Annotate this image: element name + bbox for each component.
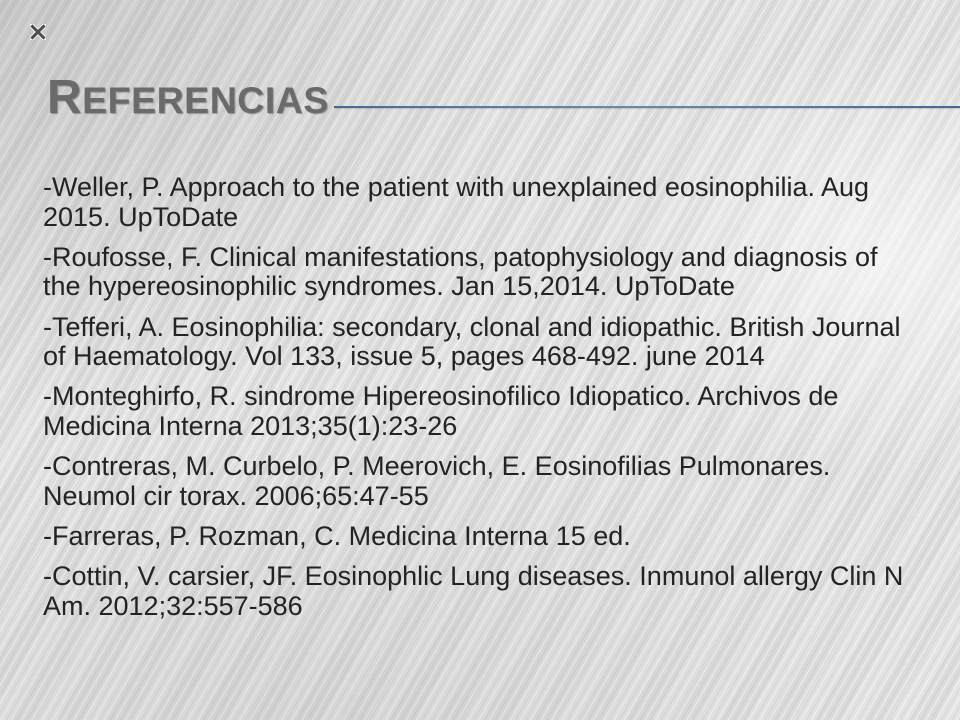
reference-line: the hypereosinophilic syndromes. Jan 15,2014. UpToDate: [43, 271, 735, 302]
reference-list: [43, 173, 903, 621]
reference-item: [43, 562, 903, 621]
reference-line: Medicina Interna 2013;35(1):23-26: [43, 410, 458, 441]
reference-line: -Roufosse, F. Clinical manifestations, patophysiology and diagnosis of: [43, 241, 878, 272]
reference-line: -Tefferi, A. Eosinophilia: secondary, clonal and idiopathic. British Journal: [43, 311, 901, 342]
reference-line: of Haematology. Vol 133, issue 5, pages 468-492. june 2014: [43, 341, 765, 372]
reference-line: -Contreras, M. Curbelo, P. Meerovich, E. Eosinofilias Pulmonares.: [43, 451, 831, 482]
reference-line: Neumol cir torax. 2006;65:47-55: [43, 480, 429, 511]
reference-item: [43, 522, 903, 552]
reference-line: -Weller, P. Approach to the patient with unexplained eosinophilia. Aug: [43, 172, 870, 202]
reference-item: [43, 173, 903, 232]
reference-line: 2015. UpToDate: [43, 201, 239, 232]
title-underline: [334, 106, 960, 108]
slide-title: REFERENCIAS: [47, 71, 329, 124]
reference-line: Am. 2012;32:557-586: [43, 590, 303, 621]
reference-line: -Monteghirfo, R. sindrome Hipereosinofilico Idiopatico. Archivos de: [43, 381, 839, 412]
reference-item: [43, 452, 903, 511]
reference-line: -Cottin, V. carsier, JF. Eosinophlic Lung diseases. Inmunol allergy Clin N: [43, 561, 904, 592]
reference-line: -Farreras, P. Rozman, C. Medicina Interna 15 ed.: [43, 520, 631, 551]
x-mark-icon: [30, 24, 46, 40]
x-mark-icon-graphic: [30, 24, 46, 40]
reference-item: [43, 243, 903, 302]
reference-item: [43, 382, 903, 441]
reference-item: [43, 313, 903, 372]
